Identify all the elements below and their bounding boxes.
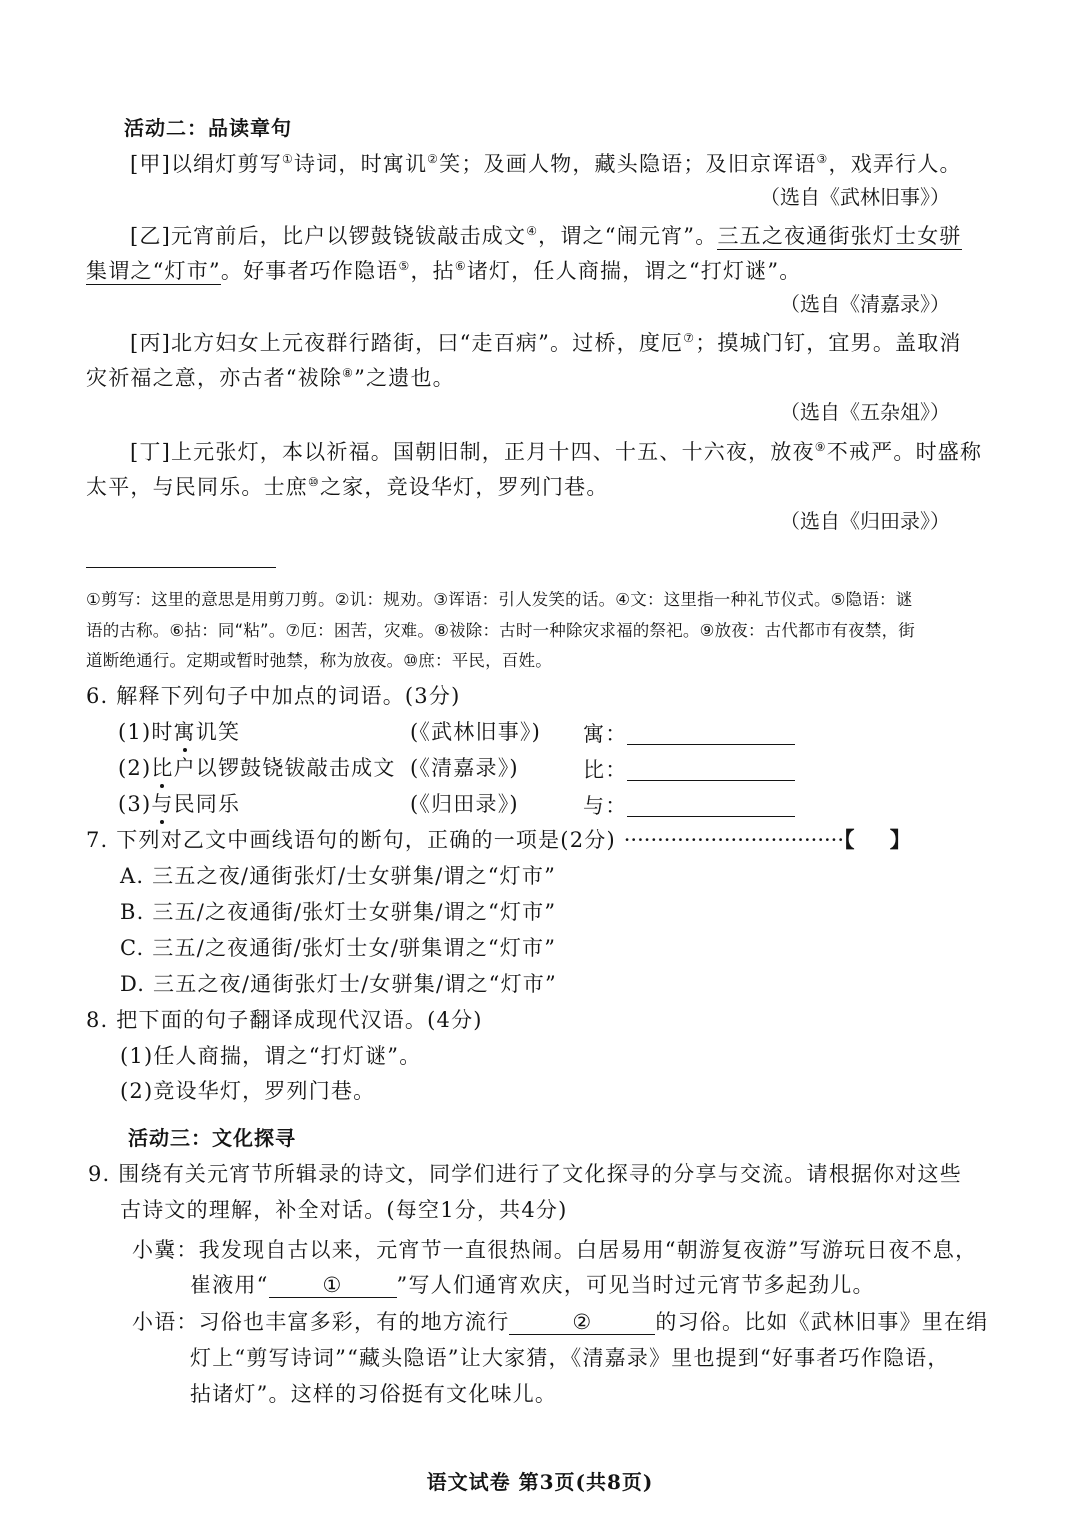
q9-xiaoyu-line1: 小语：习俗也丰富多彩，有的地方流行 ② 的习俗。比如《武林旧事》里在绢 [132, 1310, 989, 1334]
underlined-sentence-part2: 集谓之“灯市” [86, 259, 221, 283]
q9-xiaoyu-line2: 灯上“剪写诗词”“藏头隐语”让大家猜，《清嘉录》里也提到“好事者巧作隐语， [190, 1346, 950, 1370]
q6-item3: (3)与民同乐 [118, 792, 241, 816]
passage-bing-source: （选自《五杂俎》） [780, 400, 950, 424]
answer-blank[interactable] [627, 724, 795, 745]
passage-yi-line1: [乙]元宵前后，比户以锣鼓铙钹敲击成文④，谓之“闹元宵”。三五之夜通街张灯士女骈 [130, 224, 962, 248]
q9-stem-line2: 古诗文的理解，补全对话。(每空1分，共4分) [120, 1198, 568, 1222]
q6-item1-source: (《武林旧事》) [410, 720, 541, 744]
q6-item2: (2)比户以锣鼓铙钹敲击成文 [118, 756, 396, 780]
q9-stem-line1: 9. 围绕有关元宵节所辑录的诗文，同学们进行了文化探寻的分享与交流。请根据你对这些 [88, 1162, 962, 1186]
passage-jia-source: （选自《武林旧事》） [760, 185, 950, 209]
q8-item2: (2)竞设华灯，罗列门巷。 [120, 1079, 376, 1103]
footnote-line1: ①剪写：这里的意思是用剪刀剪。②讥：规劝。③诨语：引人发笑的话。④文：这里指一种礼节仪式。⑤隐语：谜 [86, 590, 913, 609]
underlined-sentence-part1: 三五之夜通街张灯士女骈 [717, 224, 962, 248]
answer-blank[interactable] [627, 760, 795, 781]
passage-bing-line2: 灾祈福之意，亦古者“祓除⑧”之遗也。 [86, 366, 455, 390]
passage-ding-line1: [丁]上元张灯，本以祈福。国朝旧制，正月十四、十五、十六夜，放夜⑨不戒严。时盛称 [130, 440, 983, 464]
q6-item2-source: (《清嘉录》) [410, 756, 519, 780]
q7-option-d: D. 三五之夜/通街张灯士/女骈集/谓之“灯市” [120, 972, 557, 996]
passage-ding-source: （选自《归田录》） [780, 509, 950, 533]
q7-option-c: C. 三五/之夜通街/张灯士女/骈集谓之“灯市” [120, 936, 557, 960]
q8-item1: (1)任人商揣，谓之“打灯谜”。 [120, 1044, 422, 1068]
q9-xiaoyu-line3: 拈诸灯”。这样的习俗挺有文化味儿。 [190, 1382, 558, 1406]
q7-option-a: A. 三五之夜/通街张灯/士女骈集/谓之“灯市” [120, 864, 557, 888]
dotted-word: 比 [151, 756, 174, 780]
activity2-heading: 活动二：品读章句 [124, 116, 292, 140]
passage-jia-line1: [甲]以绢灯剪写①诗词，时寓讥②笑；及画人物，藏头隐语；及旧京诨语③，戏弄行人。 [130, 152, 962, 176]
passage-ding-line2: 太平，与民同乐。士庶⑩之家，竞设华灯，罗列门巷。 [86, 475, 609, 499]
answer-blank[interactable] [627, 796, 795, 817]
passage-yi-line2: 集谓之“灯市”。好事者巧作隐语⑤，拈⑥诸灯，任人商揣，谓之“打灯谜”。 [86, 259, 802, 283]
passage-bing-line1: [丙]北方妇女上元夜群行踏街，曰“走百病”。过桥，度厄⑦；摸城门钉，宜男。盖取消 [130, 331, 962, 355]
dotted-word: 寓 [173, 720, 196, 744]
q8-stem: 8. 把下面的句子翻译成现代汉语。(4分) [86, 1008, 483, 1032]
dotted-word: 与 [151, 792, 174, 816]
blank-1[interactable]: ① [269, 1273, 397, 1298]
q9-xiaoji-line2: 崔液用“ ① ”写人们通宵欢庆，可见当时过元宵节多起劲儿。 [190, 1273, 875, 1297]
page-footer: 语文试卷 第3页(共8页) [426, 1470, 654, 1494]
q7-stem: 7. 下列对乙文中画线语句的断句，正确的一项是(2分) ·································【 】 [86, 827, 912, 852]
footnote-line3: 道断绝通行。定期或暂时弛禁，称为放夜。⑩庶：平民，百姓。 [86, 651, 552, 670]
blank-2[interactable]: ② [509, 1310, 655, 1335]
q6-item1: (1)时寓讥笑 [118, 720, 241, 744]
q6-item1-answer: 寓： [583, 718, 795, 748]
q9-xiaoji-line1: 小冀：我发现自古以来，元宵节一直很热闹。白居易用“朝游复夜游”写游玩日夜不息， [132, 1238, 978, 1262]
q6-stem: 6. 解释下列句子中加点的词语。(3分) [86, 684, 461, 708]
passage-yi-source: （选自《清嘉录》） [780, 292, 950, 316]
q6-item2-answer: 比： [583, 754, 795, 784]
footnote-divider [86, 567, 276, 568]
q7-option-b: B. 三五/之夜通街/张灯士女骈集/谓之“灯市” [120, 900, 557, 924]
q6-item3-answer: 与： [583, 790, 795, 820]
q6-item3-source: (《归田录》) [410, 792, 519, 816]
activity3-heading: 活动三：文化探寻 [128, 1126, 296, 1150]
footnote-line2: 语的古称。⑥拈：同“粘”。⑦厄：困苦，灾难。⑧祓除：古时一种除灾求福的祭祀。⑨放夜：古代都市有夜禁，街 [86, 621, 915, 640]
